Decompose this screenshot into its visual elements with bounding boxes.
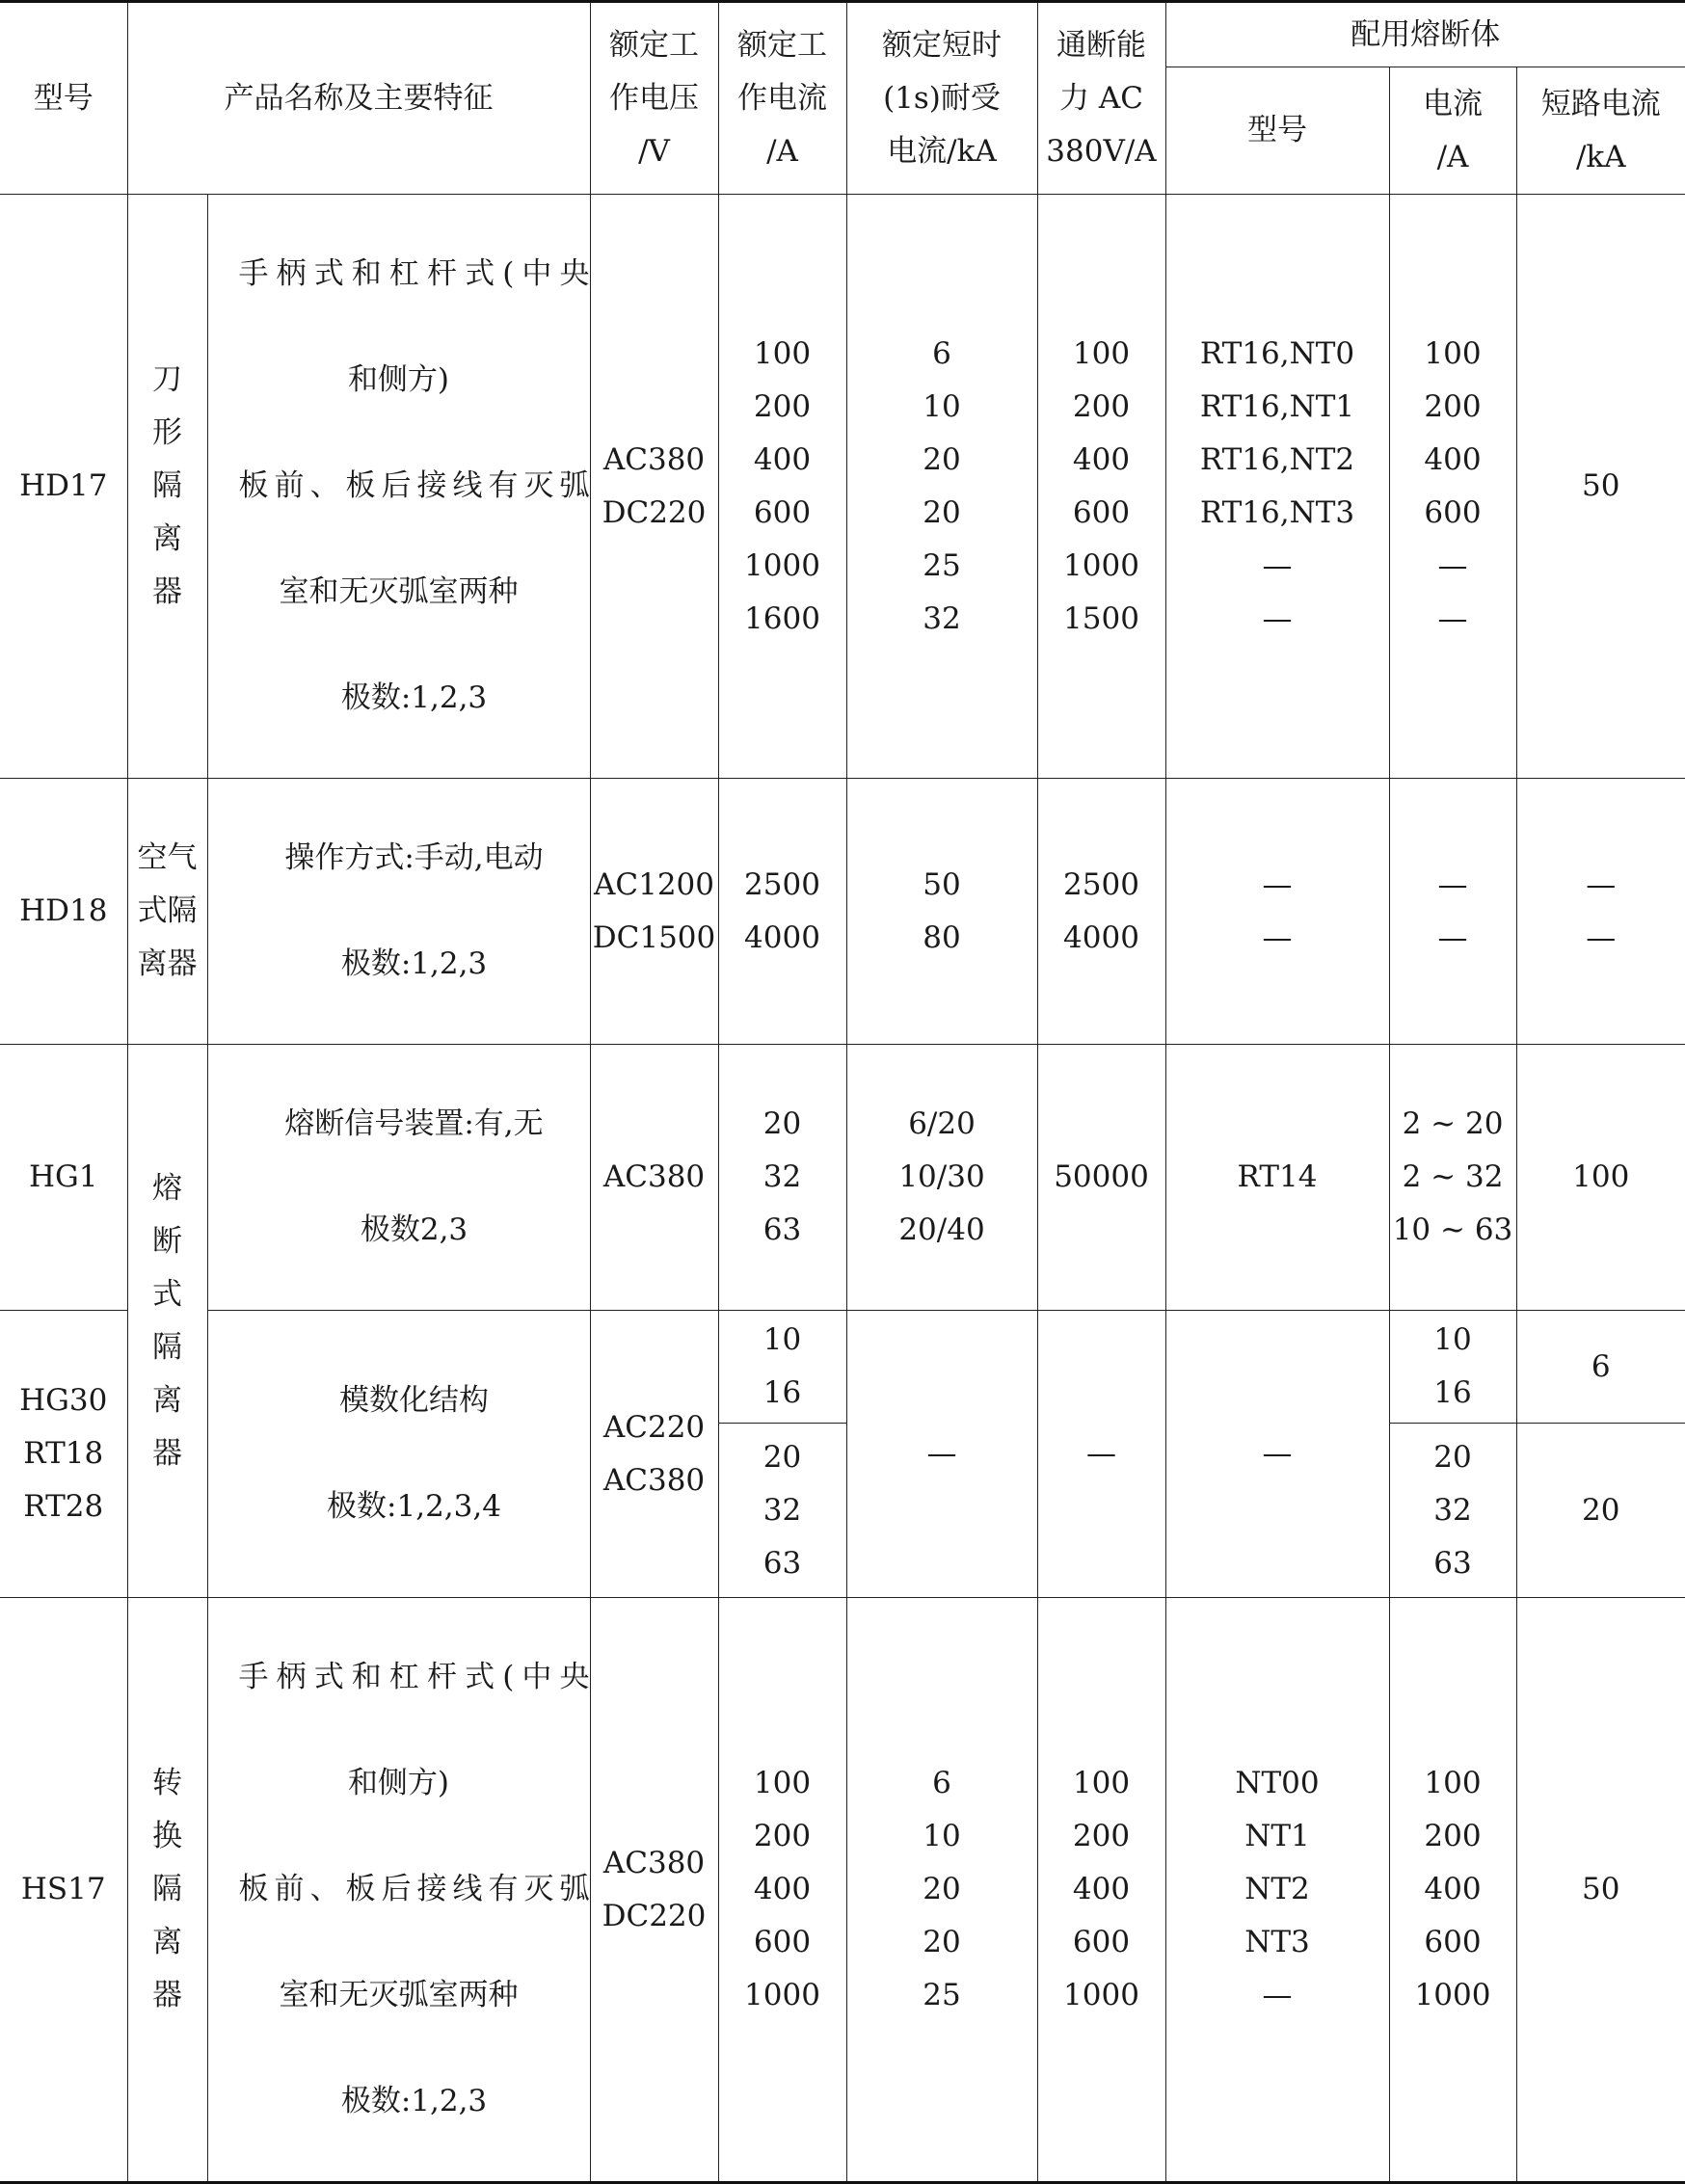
- header-rated-voltage: 额定工 作电压 /V: [590, 2, 718, 195]
- fuse-sc-cell: — —: [1516, 779, 1685, 1045]
- voltage-cell: AC380 DC220: [590, 195, 718, 779]
- category-cell: 熔 断 式 隔 离 器: [127, 1045, 207, 1598]
- voltage-cell: AC380 DC220: [590, 1598, 718, 2183]
- table-row: [0, 195, 1685, 779]
- feature-line: 熔断信号装置:有,无: [284, 1106, 544, 1141]
- table-row: [0, 1311, 1685, 1424]
- fuse-sc-cell: 100: [1516, 1045, 1685, 1311]
- model-cell: HS17: [0, 1598, 127, 2183]
- table-row: [0, 1045, 1685, 1311]
- current-cell: 20 32 63: [718, 1424, 846, 1598]
- feature-cell: [207, 1311, 590, 1598]
- feature-line: 和侧方): [347, 1766, 450, 1800]
- breaking-cell: 2500 4000: [1037, 779, 1165, 1045]
- category-cell: 刀 形 隔 离 器: [127, 195, 207, 779]
- feature-cell: [207, 1045, 590, 1311]
- category-cell: 空气 式隔 离器: [127, 779, 207, 1045]
- current-cell: 10 16: [718, 1311, 846, 1424]
- feature-line: 极数:1,2,3: [340, 2084, 488, 2118]
- fuse-model-cell: RT16,NT0 RT16,NT1 RT16,NT2 RT16,NT3 — —: [1165, 195, 1389, 779]
- feature-cell: [207, 195, 590, 779]
- current-cell: 20 32 63: [718, 1045, 846, 1311]
- fuse-current-cell: — —: [1389, 779, 1516, 1045]
- feature-cell: [207, 779, 590, 1045]
- table-row: [0, 1598, 1685, 2183]
- fuse-current-cell: 20 32 63: [1389, 1424, 1516, 1598]
- feature-cell: [207, 1598, 590, 2183]
- short-time-cell: —: [846, 1311, 1037, 1598]
- header-short-time-current: 额定短时 (1s)耐受 电流/kA: [846, 2, 1037, 195]
- fuse-sc-cell: 20: [1516, 1424, 1685, 1598]
- table-row: [0, 779, 1685, 1045]
- fuse-sc-cell: 50: [1516, 1598, 1685, 2183]
- feature-line: 极数2,3: [360, 1212, 468, 1247]
- fuse-model-cell: RT14: [1165, 1045, 1389, 1311]
- short-time-cell: 50 80: [846, 779, 1037, 1045]
- header-model: 型号: [0, 2, 127, 195]
- fuse-current-cell: 2 ~ 20 2 ~ 32 10 ~ 63: [1389, 1045, 1516, 1311]
- feature-line: 手柄式和杠杆式(中央: [238, 1660, 590, 1694]
- feature-line: 室和无灭弧室两种: [279, 1978, 519, 2012]
- fuse-current-cell: 100 200 400 600 1000: [1389, 1598, 1516, 2183]
- feature-line: 板前、板后接线有灭弧: [238, 468, 590, 503]
- model-cell: HG1: [0, 1045, 127, 1311]
- fuse-sc-cell: 50: [1516, 195, 1685, 779]
- header-rated-current: 额定工 作电流 /A: [718, 2, 846, 195]
- short-time-cell: 6/20 10/30 20/40: [846, 1045, 1037, 1311]
- header-fuse-group: 配用熔断体: [1165, 2, 1685, 67]
- model-cell: HG30 RT18 RT28: [0, 1311, 127, 1598]
- header-fuse-short-circuit: 短路电流 /kA: [1516, 67, 1685, 195]
- short-time-cell: 6 10 20 20 25: [846, 1598, 1037, 2183]
- fuse-model-cell: NT00 NT1 NT2 NT3 —: [1165, 1598, 1389, 2183]
- fuse-current-cell: 10 16: [1389, 1311, 1516, 1424]
- current-cell: 2500 4000: [718, 779, 846, 1045]
- feature-line: 极数:1,2,3: [340, 680, 488, 715]
- voltage-cell: AC1200 DC1500: [590, 779, 718, 1045]
- header-fuse-model: 型号: [1165, 67, 1389, 195]
- breaking-cell: 100 200 400 600 1000: [1037, 1598, 1165, 2183]
- fuse-model-cell: —: [1165, 1311, 1389, 1598]
- feature-line: 极数:1,2,3,4: [327, 1489, 501, 1524]
- feature-line: 板前、板后接线有灭弧: [238, 1872, 590, 1906]
- current-cell: 100 200 400 600 1000 1600: [718, 195, 846, 779]
- header-fuse-current: 电流 /A: [1389, 67, 1516, 195]
- current-cell: 100 200 400 600 1000: [718, 1598, 846, 2183]
- breaking-cell: 50000: [1037, 1045, 1165, 1311]
- header-breaking-capacity: 通断能 力 AC 380V/A: [1037, 2, 1165, 195]
- model-cell: HD18: [0, 779, 127, 1045]
- header-product-name: 产品名称及主要特征: [127, 2, 590, 195]
- breaking-cell: 100 200 400 600 1000 1500: [1037, 195, 1165, 779]
- short-time-cell: 6 10 20 20 25 32: [846, 195, 1037, 779]
- category-cell: 转 换 隔 离 器: [127, 1598, 207, 2183]
- voltage-cell: AC380: [590, 1045, 718, 1311]
- feature-line: 模数化结构: [339, 1383, 489, 1418]
- feature-line: 操作方式:手动,电动: [284, 840, 544, 875]
- fuse-current-cell: 100 200 400 600 — —: [1389, 195, 1516, 779]
- breaking-cell: —: [1037, 1311, 1165, 1598]
- feature-line: 室和无灭弧室两种: [279, 574, 519, 609]
- feature-line: 极数:1,2,3: [340, 946, 488, 981]
- fuse-sc-cell: 6: [1516, 1311, 1685, 1424]
- fuse-model-cell: — —: [1165, 779, 1389, 1045]
- feature-line: 手柄式和杠杆式(中央: [238, 256, 590, 291]
- model-cell: HD17: [0, 195, 127, 779]
- voltage-cell: AC220 AC380: [590, 1311, 718, 1598]
- feature-line: 和侧方): [347, 362, 450, 397]
